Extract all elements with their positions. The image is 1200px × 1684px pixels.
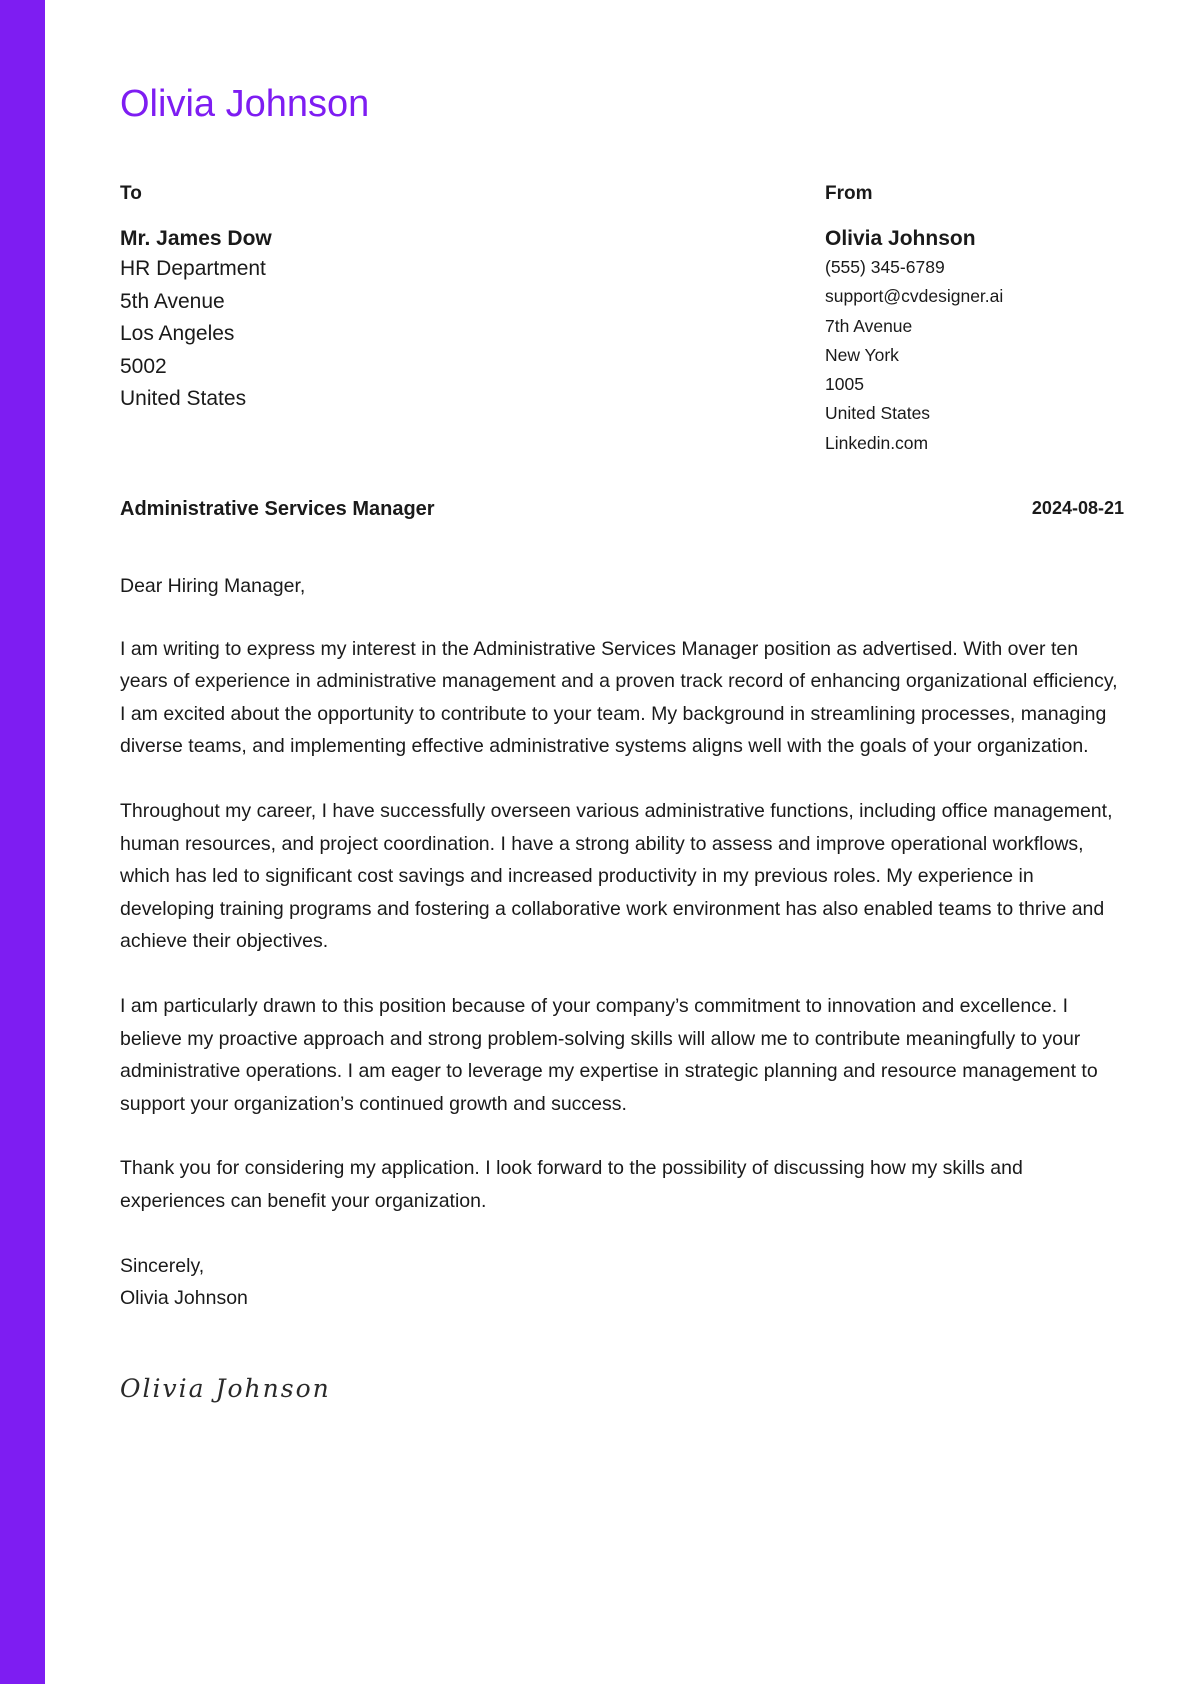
letter-paragraph: I am writing to express my interest in the Administrative Services Manager position as advertised. With over ten years of experience in administrative management and a proven track record of enhancing organizational efficiency, I am excited about the opportunity to contribute to your team. My background in streamlining processes, managing diverse teams, and implementing effective administrative systems aligns well with the goals of your organization. (120, 637, 1118, 758)
letter-subject: Administrative Services Manager (120, 498, 435, 520)
sender-heading: From (825, 183, 873, 204)
sender-block (825, 181, 1124, 458)
sender-city: New York (825, 344, 899, 365)
letter-closing: Sincerely, (120, 1254, 205, 1277)
recipient-heading: To (120, 183, 142, 204)
sender-email: support@cvdesigner.ai (825, 286, 1004, 307)
sender-country: United States (825, 403, 931, 424)
letter-date: 2024-08-21 (1031, 498, 1124, 518)
recipient-street: 5th Avenue (120, 289, 225, 313)
sender-postcode: 1005 (825, 374, 864, 395)
subject-row (120, 495, 1124, 523)
letter-paragraph: Thank you for considering my application. I look forward to the possibility of discussing how my skills and experiences can benefit your organization. (120, 1157, 1023, 1212)
recipient-country: United States (120, 387, 247, 411)
recipient-block (120, 181, 720, 416)
recipient-postcode: 5002 (120, 354, 167, 378)
cover-letter-page (120, 0, 1124, 1684)
recipient-name: Mr. James Dow (120, 227, 272, 250)
letter-salutation: Dear Hiring Manager, (120, 575, 306, 597)
letter-body (120, 570, 1124, 1315)
letter-paragraph: I am particularly drawn to this position because of your company’s commitment to innovation and excellence. I believe my proactive approach and strong problem-solving skills will allow me to contribute meaningfully to your administrative operations. I am eager to leverage my expertise in strategic planning and resource management to support your organization’s continued growth and success. (120, 994, 1098, 1115)
sender-phone: (555) 345-6789 (825, 257, 945, 277)
accent-sidebar-bar (0, 0, 45, 1684)
handwritten-signature: Olivia Johnson (120, 1374, 331, 1403)
letter-closing-name: Olivia Johnson (120, 1287, 248, 1310)
sender-street: 7th Avenue (825, 315, 913, 336)
recipient-department: HR Department (120, 257, 266, 280)
sender-linkedin: Linkedin.com (825, 432, 929, 453)
letter-paragraph: Throughout my career, I have successfully overseen various administrative functions, including office management, human resources, and project coordination. I have a strong ability to assess and improve operational workflows, which has led to significant cost savings and increased productivity in my previous roles. My experience in developing training programs and fostering a collaborative work environment has also enabled teams to thrive and achieve their objectives. (120, 799, 1113, 953)
recipient-city: Los Angeles (120, 322, 235, 346)
applicant-name: Olivia Johnson (120, 83, 370, 125)
sender-name: Olivia Johnson (825, 227, 976, 250)
